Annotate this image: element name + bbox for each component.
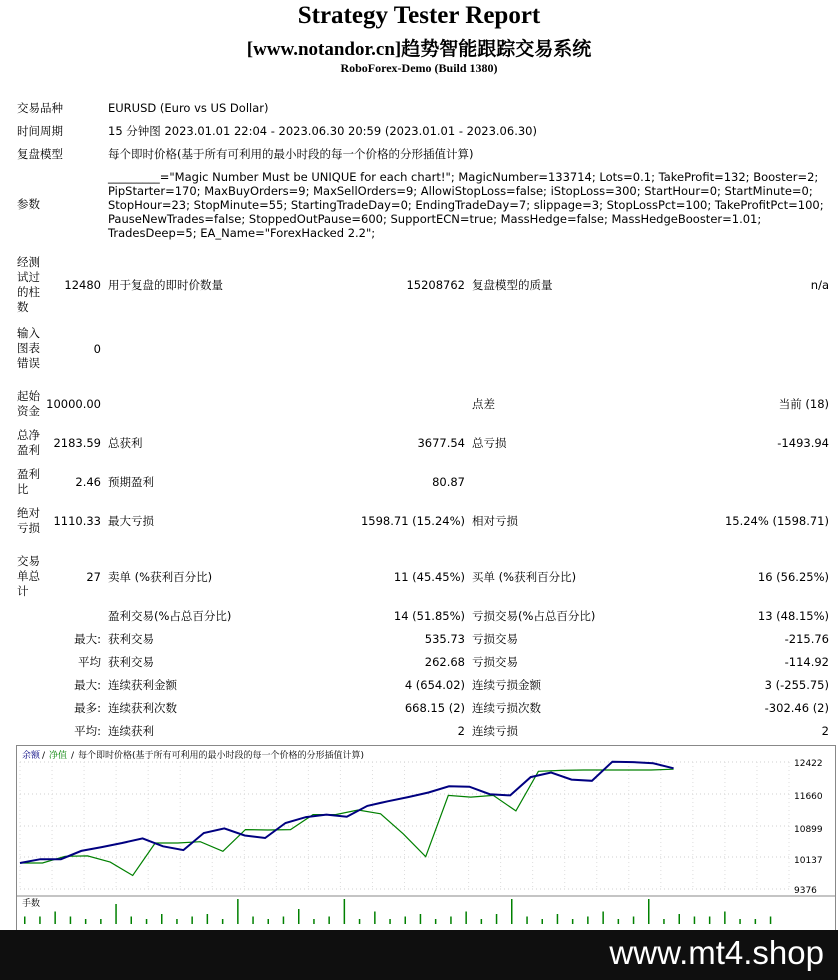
site-footer	[0, 930, 838, 980]
volume-bar	[663, 919, 665, 924]
volume-bar	[572, 919, 574, 924]
report-server: RoboForex-Demo (Build 1380)	[340, 61, 498, 75]
volume-bar	[648, 899, 650, 924]
errors-label: 输入图表错误	[17, 326, 40, 370]
model-value: 每个即时价格(基于所有可利用的最小时段的每一个价格的分形插值计算)	[108, 147, 474, 161]
volume-bar	[207, 914, 209, 924]
spread-label: 点差	[472, 397, 495, 411]
stats-prefix: 最多:	[74, 701, 101, 715]
volume-bar	[739, 919, 741, 924]
volume-bar	[39, 917, 41, 925]
gross-profit-value: 3677.54	[417, 436, 465, 450]
max-drawdown-label: 最大亏损	[108, 514, 154, 528]
volume-bar	[191, 917, 193, 925]
stats-value: 4 (654.02)	[404, 678, 465, 692]
deposit-value: 10000.00	[46, 397, 101, 411]
errors-value: 0	[93, 342, 101, 356]
volume-bar	[526, 917, 528, 925]
params-value: _________="Magic Number Must be UNIQUE for each chart!"; MagicNumber=133714; Lots=0.1; TakeProfit=132; Booster=2; PipStarter=170; MaxBuyOrders=9; MaxSellOrders=9; AllowiStopLoss=false; iStopLoss=300; StartHour=0; StartMinute=0; StopHour=23; StopMinute=55; StartingTradeDay=0; EndingTradeDay=7; slippage=3; StopLossPct=100; TakeProfitPct=100; PauseNewTrades=false; StoppedOutPause=600; SupportECN=true; MassHedge=false; MassHedgeBooster=1.01; TradesDeep=5; EA_Name="ForexHacked 2.2";	[108, 170, 824, 240]
model-label: 复盘模型	[17, 147, 63, 161]
chart-marks	[20, 762, 771, 924]
volume-bar	[709, 917, 711, 925]
stats-label: 连续亏损次数	[472, 701, 541, 715]
stats-value: -114.92	[784, 655, 829, 669]
volume-bar	[405, 917, 407, 925]
ticks-label: 用于复盘的即时价数量	[108, 278, 223, 292]
volume-bar	[435, 919, 437, 924]
volume-bar	[542, 919, 544, 924]
stats-value: -215.76	[784, 632, 829, 646]
stats-prefix: 最大:	[74, 632, 101, 646]
stats-value: 2	[821, 724, 829, 738]
volume-bar	[54, 912, 56, 925]
legend-model: 每个即时价格(基于所有可利用的最小时段的每一个价格的分形插值计算)	[78, 751, 365, 761]
volume-bar	[115, 904, 117, 924]
stats-label: 连续获利	[108, 724, 154, 738]
params-label: 参数	[17, 197, 40, 211]
abs-drawdown-label: 绝对亏损	[17, 506, 40, 535]
stats-value: 262.68	[424, 655, 465, 669]
volume-bar	[511, 899, 513, 924]
volume-bar	[313, 919, 315, 924]
max-drawdown-value: 1598.71 (15.24%)	[360, 514, 465, 528]
volume-bar	[465, 912, 467, 925]
long-trades-value: 16 (56.25%)	[757, 570, 829, 584]
volume-bar	[298, 909, 300, 924]
volume-bar	[587, 917, 589, 925]
volume-bar	[344, 899, 346, 924]
stats-value: -302.46 (2)	[764, 701, 829, 715]
volume-bar	[679, 914, 681, 924]
y-tick-label: 12422	[794, 759, 823, 769]
legend-balance: 余额	[22, 751, 41, 761]
legend-sep: /	[71, 751, 75, 761]
volume-bar	[694, 917, 696, 925]
bars-label: 经测试过的柱数	[17, 255, 40, 314]
total-trades-value: 27	[86, 570, 101, 584]
total-trades-label: 交易单总计	[17, 554, 40, 598]
stats-label: 连续亏损金额	[472, 678, 541, 692]
volume-bar	[222, 919, 224, 924]
deposit-label: 起始资金	[17, 389, 40, 418]
y-tick-label: 10137	[794, 856, 823, 866]
volume-bar	[755, 919, 757, 924]
rel-drawdown-value: 15.24% (1598.71)	[724, 514, 829, 528]
loss-trades-value: 13 (48.15%)	[757, 609, 829, 623]
stats-label: 获利交易	[108, 655, 154, 669]
stats-label: 连续获利金额	[108, 678, 177, 692]
equity-line	[20, 769, 674, 875]
stats-value: 2	[457, 724, 465, 738]
stats-value: 535.73	[424, 632, 465, 646]
legend-sep: /	[42, 751, 46, 761]
volume-bar	[146, 919, 148, 924]
y-tick-label: 10899	[794, 825, 823, 835]
bars-value: 12480	[64, 278, 101, 292]
volume-bar	[602, 912, 604, 925]
y-tick-label: 11660	[794, 792, 823, 802]
y-axis-ticks	[794, 759, 823, 896]
period-label: 时间周期	[17, 124, 63, 138]
stats-value: 3 (-255.75)	[764, 678, 829, 692]
win-trades-label: 盈利交易(%占总百分比)	[108, 609, 232, 623]
volume-bar	[359, 919, 361, 924]
stats-label: 亏损交易	[472, 632, 518, 646]
stats-label: 亏损交易	[472, 655, 518, 669]
ticks-value: 15208762	[406, 278, 465, 292]
spread-value: 当前 (18)	[778, 397, 829, 411]
stats-prefix: 最大:	[74, 678, 101, 692]
volume-bar	[389, 919, 391, 924]
volume-bar	[252, 917, 254, 925]
volume-bar	[328, 917, 330, 925]
volume-bar	[237, 899, 239, 924]
long-trades-label: 买单 (%获利百分比)	[472, 570, 577, 584]
chart-grid	[20, 762, 789, 889]
win-trades-value: 14 (51.85%)	[393, 609, 465, 623]
volume-bar	[481, 919, 483, 924]
gross-loss-label: 总亏损	[472, 436, 507, 450]
volume-bar	[724, 912, 726, 925]
y-tick-label: 9376	[794, 886, 817, 896]
symbol-value: EURUSD (Euro vs US Dollar)	[108, 101, 269, 115]
quality-value: n/a	[810, 278, 829, 292]
gross-loss-value: -1493.94	[777, 436, 829, 450]
symbol-label: 交易品种	[17, 101, 63, 115]
volume-bar	[268, 919, 270, 924]
net-profit-value: 2183.59	[53, 436, 101, 450]
balance-chart-svg	[17, 746, 835, 931]
stats-value: 668.15 (2)	[404, 701, 465, 715]
volume-bar	[131, 917, 133, 925]
expected-payoff-label: 预期盈利	[108, 475, 154, 489]
gross-profit-label: 总获利	[108, 436, 143, 450]
expected-payoff-value: 80.87	[432, 475, 465, 489]
volume-bar	[618, 919, 620, 924]
stats-label: 连续获利次数	[108, 701, 177, 715]
stats-label: 获利交易	[108, 632, 154, 646]
short-trades-value: 11 (45.45%)	[393, 570, 465, 584]
volume-bar	[70, 917, 72, 925]
volume-bar	[770, 917, 772, 925]
profit-factor-label: 盈利比	[17, 467, 40, 496]
quality-label: 复盘模型的质量	[472, 278, 553, 292]
profit-factor-value: 2.46	[75, 475, 101, 489]
stats-label: 连续亏损	[472, 724, 518, 738]
balance-chart	[16, 745, 836, 932]
volume-bar	[496, 914, 498, 924]
period-value: 15 分钟图 2023.01.01 22:04 - 2023.06.30 20:59 (2023.01.01 - 2023.06.30)	[108, 124, 537, 138]
volume-bar	[450, 917, 452, 925]
volume-bar	[85, 919, 87, 924]
legend-equity: 净值	[49, 751, 68, 761]
net-profit-label: 总净盈利	[17, 428, 40, 457]
short-trades-label: 卖单 (%获利百分比)	[108, 570, 213, 584]
volume-bar	[161, 914, 163, 924]
volume-bar	[374, 912, 376, 925]
volume-bar	[420, 914, 422, 924]
rel-drawdown-label: 相对亏损	[472, 514, 518, 528]
volume-bar	[633, 917, 635, 925]
volume-bar	[176, 919, 178, 924]
site-url[interactable]: www.mt4.shop	[609, 934, 824, 971]
report-title: Strategy Tester Report	[297, 2, 541, 29]
stats-prefix: 平均	[78, 655, 101, 669]
volume-bar	[100, 919, 102, 924]
volume-bar	[283, 917, 285, 925]
abs-drawdown-value: 1110.33	[53, 514, 101, 528]
volume-bar	[557, 914, 559, 924]
stats-prefix: 平均:	[74, 724, 101, 738]
loss-trades-label: 亏损交易(%占总百分比)	[472, 609, 596, 623]
volume-label: 手数	[22, 899, 41, 909]
report-subtitle: [www.notandor.cn]趋势智能跟踪交易系统	[246, 39, 592, 60]
volume-bar	[24, 917, 26, 925]
